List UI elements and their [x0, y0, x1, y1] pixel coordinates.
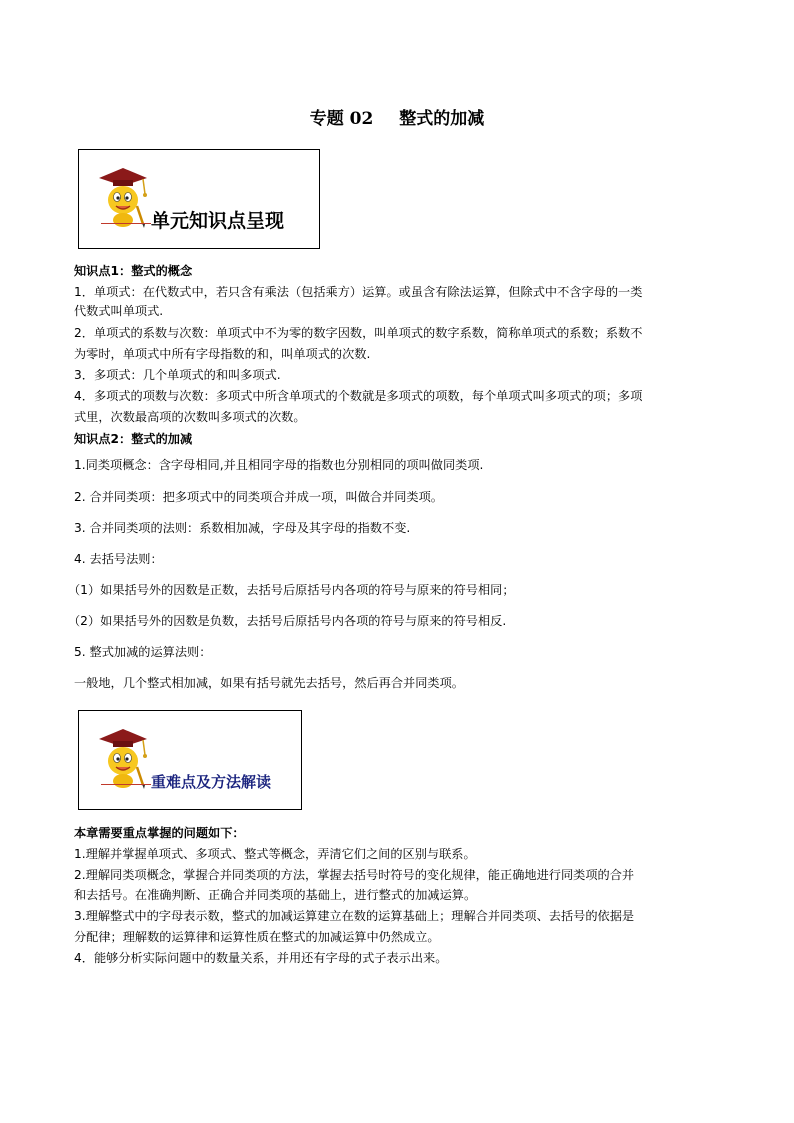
key-line: 和去括号。在准确判断、正确合并同类项的基础上，进行整式的加减运算。 [74, 888, 477, 902]
kp1-line: 式里，次数最高项的次数叫多项式的次数。 [74, 410, 306, 424]
kp2-line: 4. 去括号法则： [74, 552, 163, 566]
kp1-line: 1．单项式：在代数式中，若只含有乘法（包括乘方）运算。或虽含有除法运算，但除式中不含字母的一类 [74, 285, 643, 299]
title-text: 整式的加减 [399, 109, 485, 129]
kp1-line: 4．多项式的项数与次数：多项式中所含单项式的个数就是多项式的项数，每个单项式叫多项式的项；多项 [74, 389, 643, 403]
graduate-pencil-mascot-icon [93, 725, 149, 791]
key-heading: 本章需要重点掌握的问题如下： [74, 826, 245, 840]
key-line: 分配律；理解数的运算律和运算性质在整式的加减运算中仍然成立。 [74, 930, 440, 944]
kp1-line: 代数式叫单项式. [74, 304, 164, 318]
key-line: 4．能够分析实际问题中的数量关系，并用还有字母的式子表示出来。 [74, 951, 448, 965]
kp2-line: （1）如果括号外的因数是正数，去括号后原括号内各项的符号与原来的符号相同； [68, 583, 515, 597]
key-line: 2.理解同类项概念，掌握合并同类项的方法，掌握去括号时符号的变化规律，能正确地进行同类项的合并 [74, 868, 635, 882]
page-title [0, 104, 794, 129]
section-banner-knowledge [78, 149, 320, 249]
key-line: 1.理解并掌握单项式、多项式、整式等概念，弄清它们之间的区别与联系。 [74, 847, 476, 861]
kp2-line: （2）如果括号外的因数是负数，去括号后原括号内各项的符号与原来的符号相反. [68, 614, 507, 628]
kp2-line: 1.同类项概念：含字母相同,并且相同字母的指数也分别相同的项叫做同类项. [74, 458, 484, 472]
title-number: 专题 02 [309, 109, 374, 129]
kp1-line: 3．多项式：几个单项式的和叫多项式. [74, 368, 281, 382]
kp2-line: 一般地，几个整式相加减，如果有括号就先去括号，然后再合并同类项。 [74, 676, 464, 690]
kp2-line: 5. 整式加减的运算法则： [74, 645, 212, 659]
key-line: 3.理解整式中的字母表示数，整式的加减运算建立在数的运算基础上；理解合并同类项、去括号的依据是 [74, 909, 635, 923]
banner-label: 重难点及方法解读 [151, 773, 272, 791]
kp2-line: 3. 合并同类项的法则：系数相加减，字母及其字母的指数不变. [74, 521, 411, 535]
kp2-heading: 知识点2：整式的加减 [74, 432, 193, 446]
section-banner-key-points [78, 710, 302, 810]
banner-label: 单元知识点呈现 [151, 210, 285, 232]
banner-underline [101, 223, 151, 224]
kp2-line: 2. 合并同类项：把多项式中的同类项合并成一项，叫做合并同类项。 [74, 490, 443, 504]
kp1-heading: 知识点1：整式的概念 [74, 264, 193, 278]
kp1-line: 2．单项式的系数与次数：单项式中不为零的数字因数，叫单项式的数字系数，简称单项式的系数；系数不 [74, 326, 643, 340]
kp1-line: 为零时，单项式中所有字母指数的和，叫单项式的次数. [74, 347, 371, 361]
graduate-pencil-mascot-icon [93, 164, 149, 230]
banner-underline [101, 784, 151, 785]
